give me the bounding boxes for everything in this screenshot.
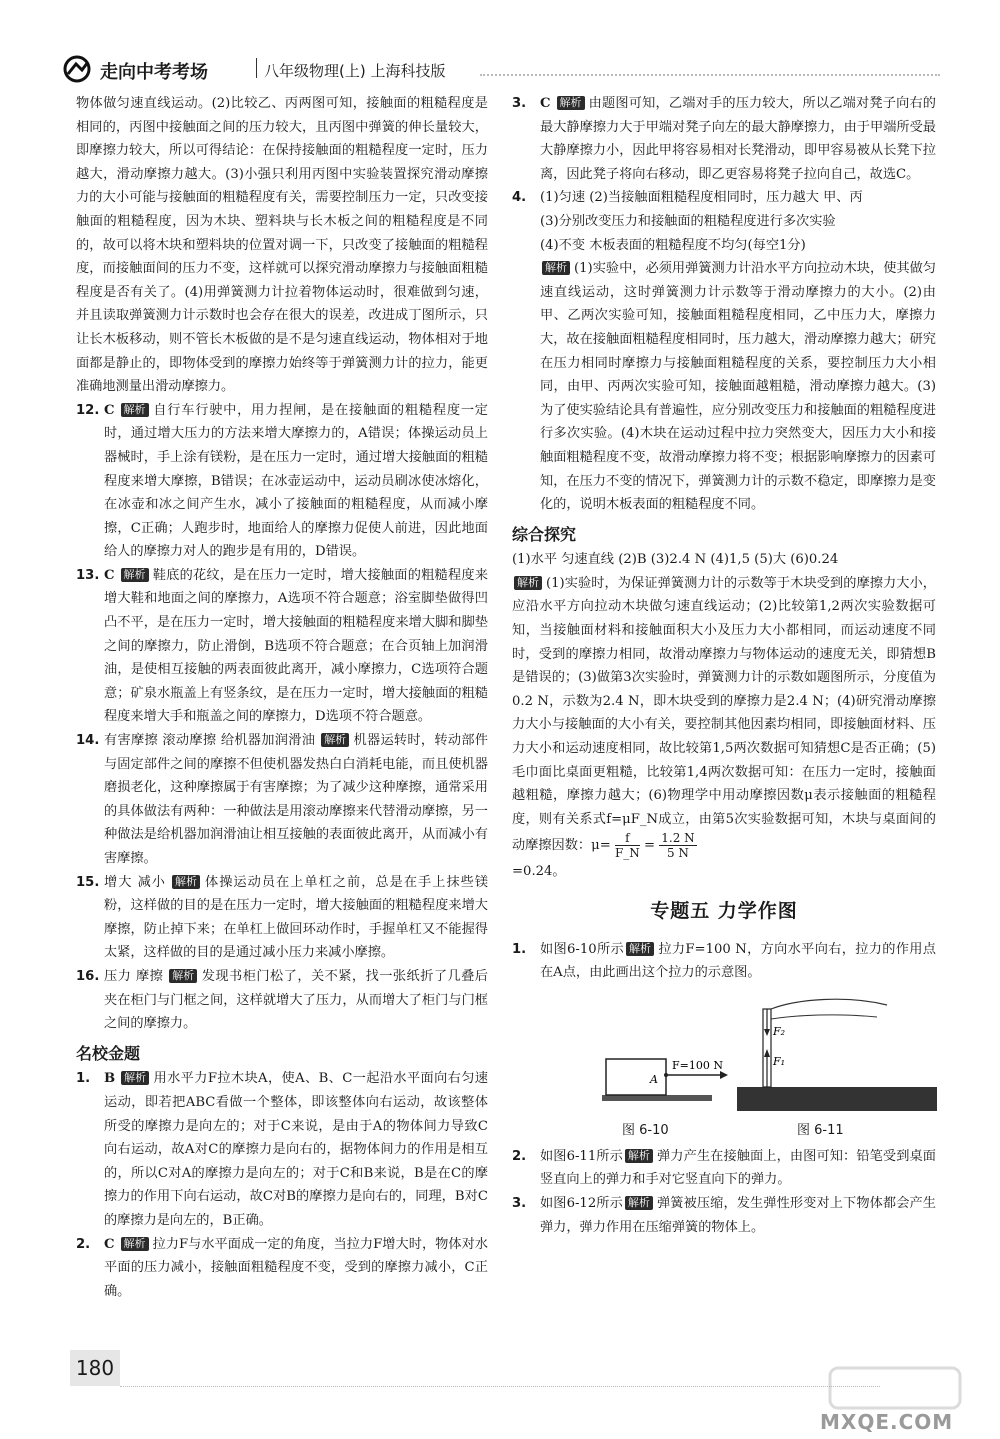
topic-title: 专题五 力学作图	[650, 900, 798, 922]
analysis-text: 拉力F与水平面成一定的角度，当拉力F增大时，物体对水平面的压力减小，接触面粗糙程度不变，受到的摩擦力减小，C正确。	[104, 1236, 488, 1299]
answer-15	[76, 871, 488, 965]
figure-6-11	[737, 989, 937, 1115]
analysis-tag: 解析	[625, 1149, 653, 1163]
analysis-text: 机器运转时，转动部件与固定部件之间的摩擦不但使机器发热白白消耗电能，而且使机器磨损老化，这种摩擦属于有害摩擦；为了减少这种摩擦，通常采用的具体做法有两种：一种做法是用滚动摩擦来代替滑动摩擦，另一种做法是给机器加润滑油让相互接触的表面彼此离开，从而减小有害摩擦。	[104, 733, 488, 866]
answer-line-2: (3)分别改变压力和接触面的粗糙程度进行多次实验	[540, 213, 836, 229]
answer-12	[76, 399, 488, 564]
answer-choice: 增大 减小	[104, 874, 167, 890]
analysis-tag: 解析	[169, 969, 197, 983]
fraction-denominator: F_N	[614, 846, 640, 861]
runner-logo-icon	[60, 54, 94, 84]
analysis-text: 由题图可知，乙端对手的压力较大，所以乙端对凳子向右的最大静摩擦力大于甲端对凳子向左的最大静摩擦力，由于甲端所受最大静摩擦力小，因此甲将容易相对长凳滑动，即甲容易被从长凳下拉离，因此凳子将向右移动，即乙更容易将凳子拉向自己，故选C。	[540, 96, 936, 182]
figure-6-10	[602, 1049, 742, 1109]
answer-14	[76, 729, 488, 871]
topic-answer-1	[512, 938, 936, 985]
explore-answer: (1)水平 匀速直线 (2)B (3)2.4 N (4)1,5 (5)大 (6)0.24 解析 (1)实验时，为保证弹簧测力计的示数等于木块受到的摩擦力大小，应沿水平方向拉动木块做匀速直线运动；(2)比较第1,2两次实验数据可知，当接触面材料和接触面积大小及压力大小都相同，而运动速度不同时，受到的摩擦力相同，故滑动摩擦力与物体运动的速度无关，即猜想B是错误的；(3)做第3次实验时，弹簧测力计的示数如题图所示，分度值为0.2 N，示数为2.4 N，即木块受到的摩擦力是2.4 N；(4)研究滑动摩擦力大小与接触面的大小有关，要控制其他因素均相同，即接触面材料、压力大小和运动速度相同，故比较第1,5两次数据可知猜想C是否正确；(5)毛巾面比桌面更粗糙，比较第1,4两次数据可知：在压力一定时，接触面越粗糙，摩擦力越大；(6)物理学中用动摩擦因数μ表示接触面的粗糙程度，则有关系式f=μF_N成立，由第5次实验数据可知，木块与桌面间的动摩擦因数：μ= $\frac{f}{F\_N}$ = $\frac{1.2 N}{5 N}$ =0.24。	[512, 548, 936, 884]
analysis-tag: 解析	[625, 1196, 653, 1210]
gold-answer-2	[76, 1233, 488, 1304]
analysis-text: (1)实验时，为保证弹簧测力计的示数等于木块受到的摩擦力大小，应沿水平方向拉动木块做匀速直线运动；(2)比较第1,2两次实验数据可知，当接触面材料和接触面积大小及压力大小都相同，而运动速度不同时，受到的摩擦力相同，故滑动摩擦力与物体运动的速度无关，即猜想B是错误的；(3)做第3次实验时，弹簧测力计的示数如题图所示，分度值为0.2 N，示数为2.4 N，即木块受到的摩擦力是2.4 N；(4)研究滑动摩擦力大小与接触面的大小有关，要控制其他因素均相同，即接触面材料、压力大小和运动速度相同，故比较第1,5两次数据可知猜想C是否正确；(5)毛巾面比桌面更粗糙，比较第1,4两次数据可知：在压力一定时，接触面越粗糙，摩擦力越大；(6)物理学中用动摩擦因数μ表示接触面的粗糙程度，则有关系式f=μF_N成立，由第5次实验数据可知，木块与桌面间的动摩擦因数：μ=	[512, 575, 936, 854]
analysis-text: 鞋底的花纹，是在压力一定时，增大接触面的粗糙程度来增大鞋和地面之间的摩擦力，A选项不符合题意；浴室脚垫做得凹凸不平，是在压力一定时，增大接触面的粗糙程度来增大脚和脚垫之间的摩擦力，防止滑倒，B选项不符合题意；在合页轴上加润滑油，是使相互接触的两表面彼此离开，减小摩擦力，C选项符合题意；矿泉水瓶盖上有竖条纹，是在压力一定时，增大接触面的粗糙程度来增大手和瓶盖之间的摩擦力，D选项不符合题意。	[104, 567, 488, 725]
question-number: 1.	[76, 1071, 91, 1087]
page-header	[60, 52, 940, 88]
analysis-text: (1)实验中，必须用弹簧测力计沿水平方向拉动木块，使其做匀速直线运动，这时弹簧测力计示数等于滑动摩擦力的大小。(2)由甲、乙两次实验可知，接触面粗糙程度相同，乙中压力大，摩擦力大，故在接触面粗糙程度相同时，压力越大，滑动摩擦力越大；研究在压力相同时摩擦力与接触面粗糙程度的关系，要控制压力大小相同，由甲、丙两次实验可知，接触面越粗糙，滑动摩擦力越大。(3)为了使实验结论具有普遍性，应分别改变压力和接触面的粗糙程度进行多次实验。(4)木块在运动过程中拉力突然变大，因压力大小和接触面粗糙程度不变，故滑动摩擦力将不变；根据影响摩擦力的因素可知，在压力不变的情况下，弹簧测力计的示数不稳定，即摩擦力是变化的，说明木板表面的粗糙程度不同。	[540, 261, 936, 513]
figure-caption-6-10: 图 6-10	[622, 1122, 669, 1138]
question-number: 2.	[512, 1148, 527, 1164]
answer-line-1: (1)匀速 (2)当接触面粗糙程度相同时，压力越大 甲、丙	[540, 190, 863, 206]
analysis-tag: 解析	[514, 576, 542, 590]
answer-choice: C	[540, 96, 551, 111]
question-number: 3.	[512, 1195, 527, 1211]
question-number: 1.	[512, 941, 527, 957]
f2-label: F₂	[773, 1024, 786, 1038]
fraction-numerator: f	[615, 831, 640, 846]
f1-label: F₁	[773, 1054, 786, 1068]
figure-caption-6-11: 图 6-11	[797, 1122, 844, 1138]
analysis-text: 体操运动员在上单杠之前，总是在手上抹些镁粉，这样做的目的是在压力一定时，增大接触面的粗糙程度来增大摩擦，防止掉下来；在单杠上做回环动作时，手握单杠又不能握得太紧，这样做的目的是通过减小压力来减小摩擦。	[104, 874, 489, 961]
question-number: 14.	[76, 733, 100, 749]
answer-choice: C	[104, 1236, 115, 1252]
answer-choice: 如图6-11所示	[540, 1148, 623, 1164]
analysis-text: 用水平力F拉木块A，使A、B、C一起沿水平面向右匀速运动，即若把ABC看做一个整体，即该整体向右运动，故该整体所受的摩擦力是向左的；对于C来说，是由于A的物体间力导致C向右运动，故A对C的摩擦力是向右的，据物体间力的作用是相互的，所以C对A的摩擦力是向左的；对于C和B来说，B是在C的摩擦力的作用下向右运动，故C对B的摩擦力是向右的，同理，B对C的摩擦力是向左的，B正确。	[104, 1071, 488, 1228]
analysis-text: 发现书柜门松了，关不紧，找一张纸折了几叠后夹在柜门与门框之间，这样就增大了压力，从而增大了柜门与门框之间的摩擦力。	[104, 968, 488, 1032]
analysis-text: 拉力F=100 N，方向水平向右，拉力的作用点在A点，由此画出这个拉力的示意图。	[540, 941, 936, 981]
analysis-tag: 解析	[321, 733, 349, 747]
answer-line-3: (4)不变 木板表面的粗糙程度不均匀(每空1分)	[540, 237, 806, 253]
explore-result: =0.24。	[512, 864, 566, 880]
analysis-tag: 解析	[121, 568, 149, 582]
answer-choice: 如图6-12所示	[540, 1195, 623, 1211]
gold-answer-4	[512, 186, 936, 516]
analysis-text: 弹力产生在接触面上，由图可知：铅笔受到桌面竖直向上的弹力和手对它竖直向下的弹力。	[540, 1148, 936, 1188]
topic-answer-2	[512, 1145, 936, 1192]
answer-choice: 有害摩擦 滚动摩擦 给机器加润滑油	[104, 733, 316, 749]
question-number: 3.	[512, 96, 527, 111]
analysis-tag: 解析	[542, 261, 570, 275]
question-number: 12.	[76, 402, 100, 418]
header-dotted-rule	[480, 74, 940, 76]
brand-title: 走向中考考场	[100, 62, 208, 83]
question-number: 2.	[76, 1236, 91, 1252]
question-number: 16.	[76, 968, 100, 984]
explore-answers-line: (1)水平 匀速直线 (2)B (3)2.4 N (4)1,5 (5)大 (6)0.24	[512, 552, 839, 568]
answer-16	[76, 965, 488, 1036]
point-a-label: A	[650, 1072, 658, 1086]
answer-choice: C	[104, 567, 115, 583]
left-column	[76, 92, 488, 1303]
analysis-tag: 解析	[121, 403, 149, 417]
analysis-tag: 解析	[121, 1237, 149, 1251]
fraction-denominator: 5 N	[666, 846, 689, 861]
analysis-tag: 解析	[626, 942, 654, 956]
topic-answer-3	[512, 1192, 936, 1239]
figures-row	[512, 989, 936, 1139]
footer-dotted-rule	[120, 1386, 880, 1387]
fraction-values	[659, 831, 696, 860]
analysis-text: 弹簧被压缩，发生弹性形变对上下物体都会产生弹力，弹力作用在压缩弹簧的物体上。	[540, 1195, 936, 1235]
header-divider	[256, 58, 257, 78]
intro-paragraph: 物体做匀速直线运动。(2)比较乙、丙两图可知，接触面的粗糙程度是相同的，丙图中接触面之间的压力较大，且丙图中弹簧的伸长量较大，即摩擦力较大，所以可得结论：在保持接触面的粗糙程度一定时，压力越大，滑动摩擦力越大。(3)小强只利用丙图中实验装置探究滑动摩擦力的大小可能与接触面的粗糙程度有关，需要控制压力一定，只改变接触面的粗糙程度，因为木块、塑料块与长木板之间的粗糙程度是不同的，故可以将木块和塑料块的位置对调一下，只改变了接触面的粗糙程度，而接触面间的压力不变，这样就可以探究滑动摩擦力与接触面粗糙程度是否有关了。(4)用弹簧测力计拉着物体运动时，很难做到匀速，并且读取弹簧测力计示数时也会存在很大的误差，改进成丁图所示，只让长木板移动，则不管长木板做的是不是匀速直线运动，物体相对于地面都是静止的，即物体受到的摩擦力始终等于弹簧测力计的拉力，能更准确地测量出滑动摩擦力。	[76, 96, 488, 395]
analysis-tag: 解析	[172, 875, 200, 889]
question-number: 15.	[76, 874, 100, 890]
book-subtitle: 八年级物理(上) 上海科技版	[264, 62, 446, 80]
gold-answer-3	[512, 92, 936, 186]
page-number: 180	[70, 1350, 120, 1386]
right-column	[512, 92, 936, 1239]
answer-choice: B	[104, 1071, 116, 1087]
analysis-tag: 解析	[121, 1071, 149, 1085]
answer-choice: 压力 摩擦	[104, 968, 164, 984]
fraction-numerator: 1.2 N	[661, 831, 695, 846]
watermark-text: MXQE.COM	[820, 1410, 954, 1434]
section-title-famous-school: 名校金题	[76, 1043, 141, 1063]
question-number: 4.	[512, 190, 527, 206]
answer-choice: 如图6-10所示	[540, 941, 625, 957]
question-number: 13.	[76, 567, 100, 583]
answer-choice: C	[104, 402, 115, 418]
force-label: F=100 N	[672, 1058, 723, 1072]
analysis-text: 自行车行驶中，用力捏闸，是在接触面的粗糙程度一定时，通过增大压力的方法来增大摩擦力的，A错误；体操运动员上器械时，手上涂有镁粉，是在压力一定时，通过增大接触面的粗糙程度来增大摩擦，B错误；在冰壶运动中，运动员刷冰使冰熔化，在冰壶和冰之间产生水，减小了接触面的粗糙程度，从而减小摩擦，C正确；人跑步时，地面给人的摩擦力促使人前进，因此地面给人的摩擦力对人的跑步是有用的，D错误。	[104, 402, 488, 560]
section-title-comprehensive: 综合探究	[512, 524, 577, 544]
answer-13	[76, 564, 488, 729]
analysis-tag: 解析	[557, 96, 585, 110]
fraction-f-over-fn	[615, 831, 640, 860]
gold-answer-1	[76, 1067, 488, 1232]
